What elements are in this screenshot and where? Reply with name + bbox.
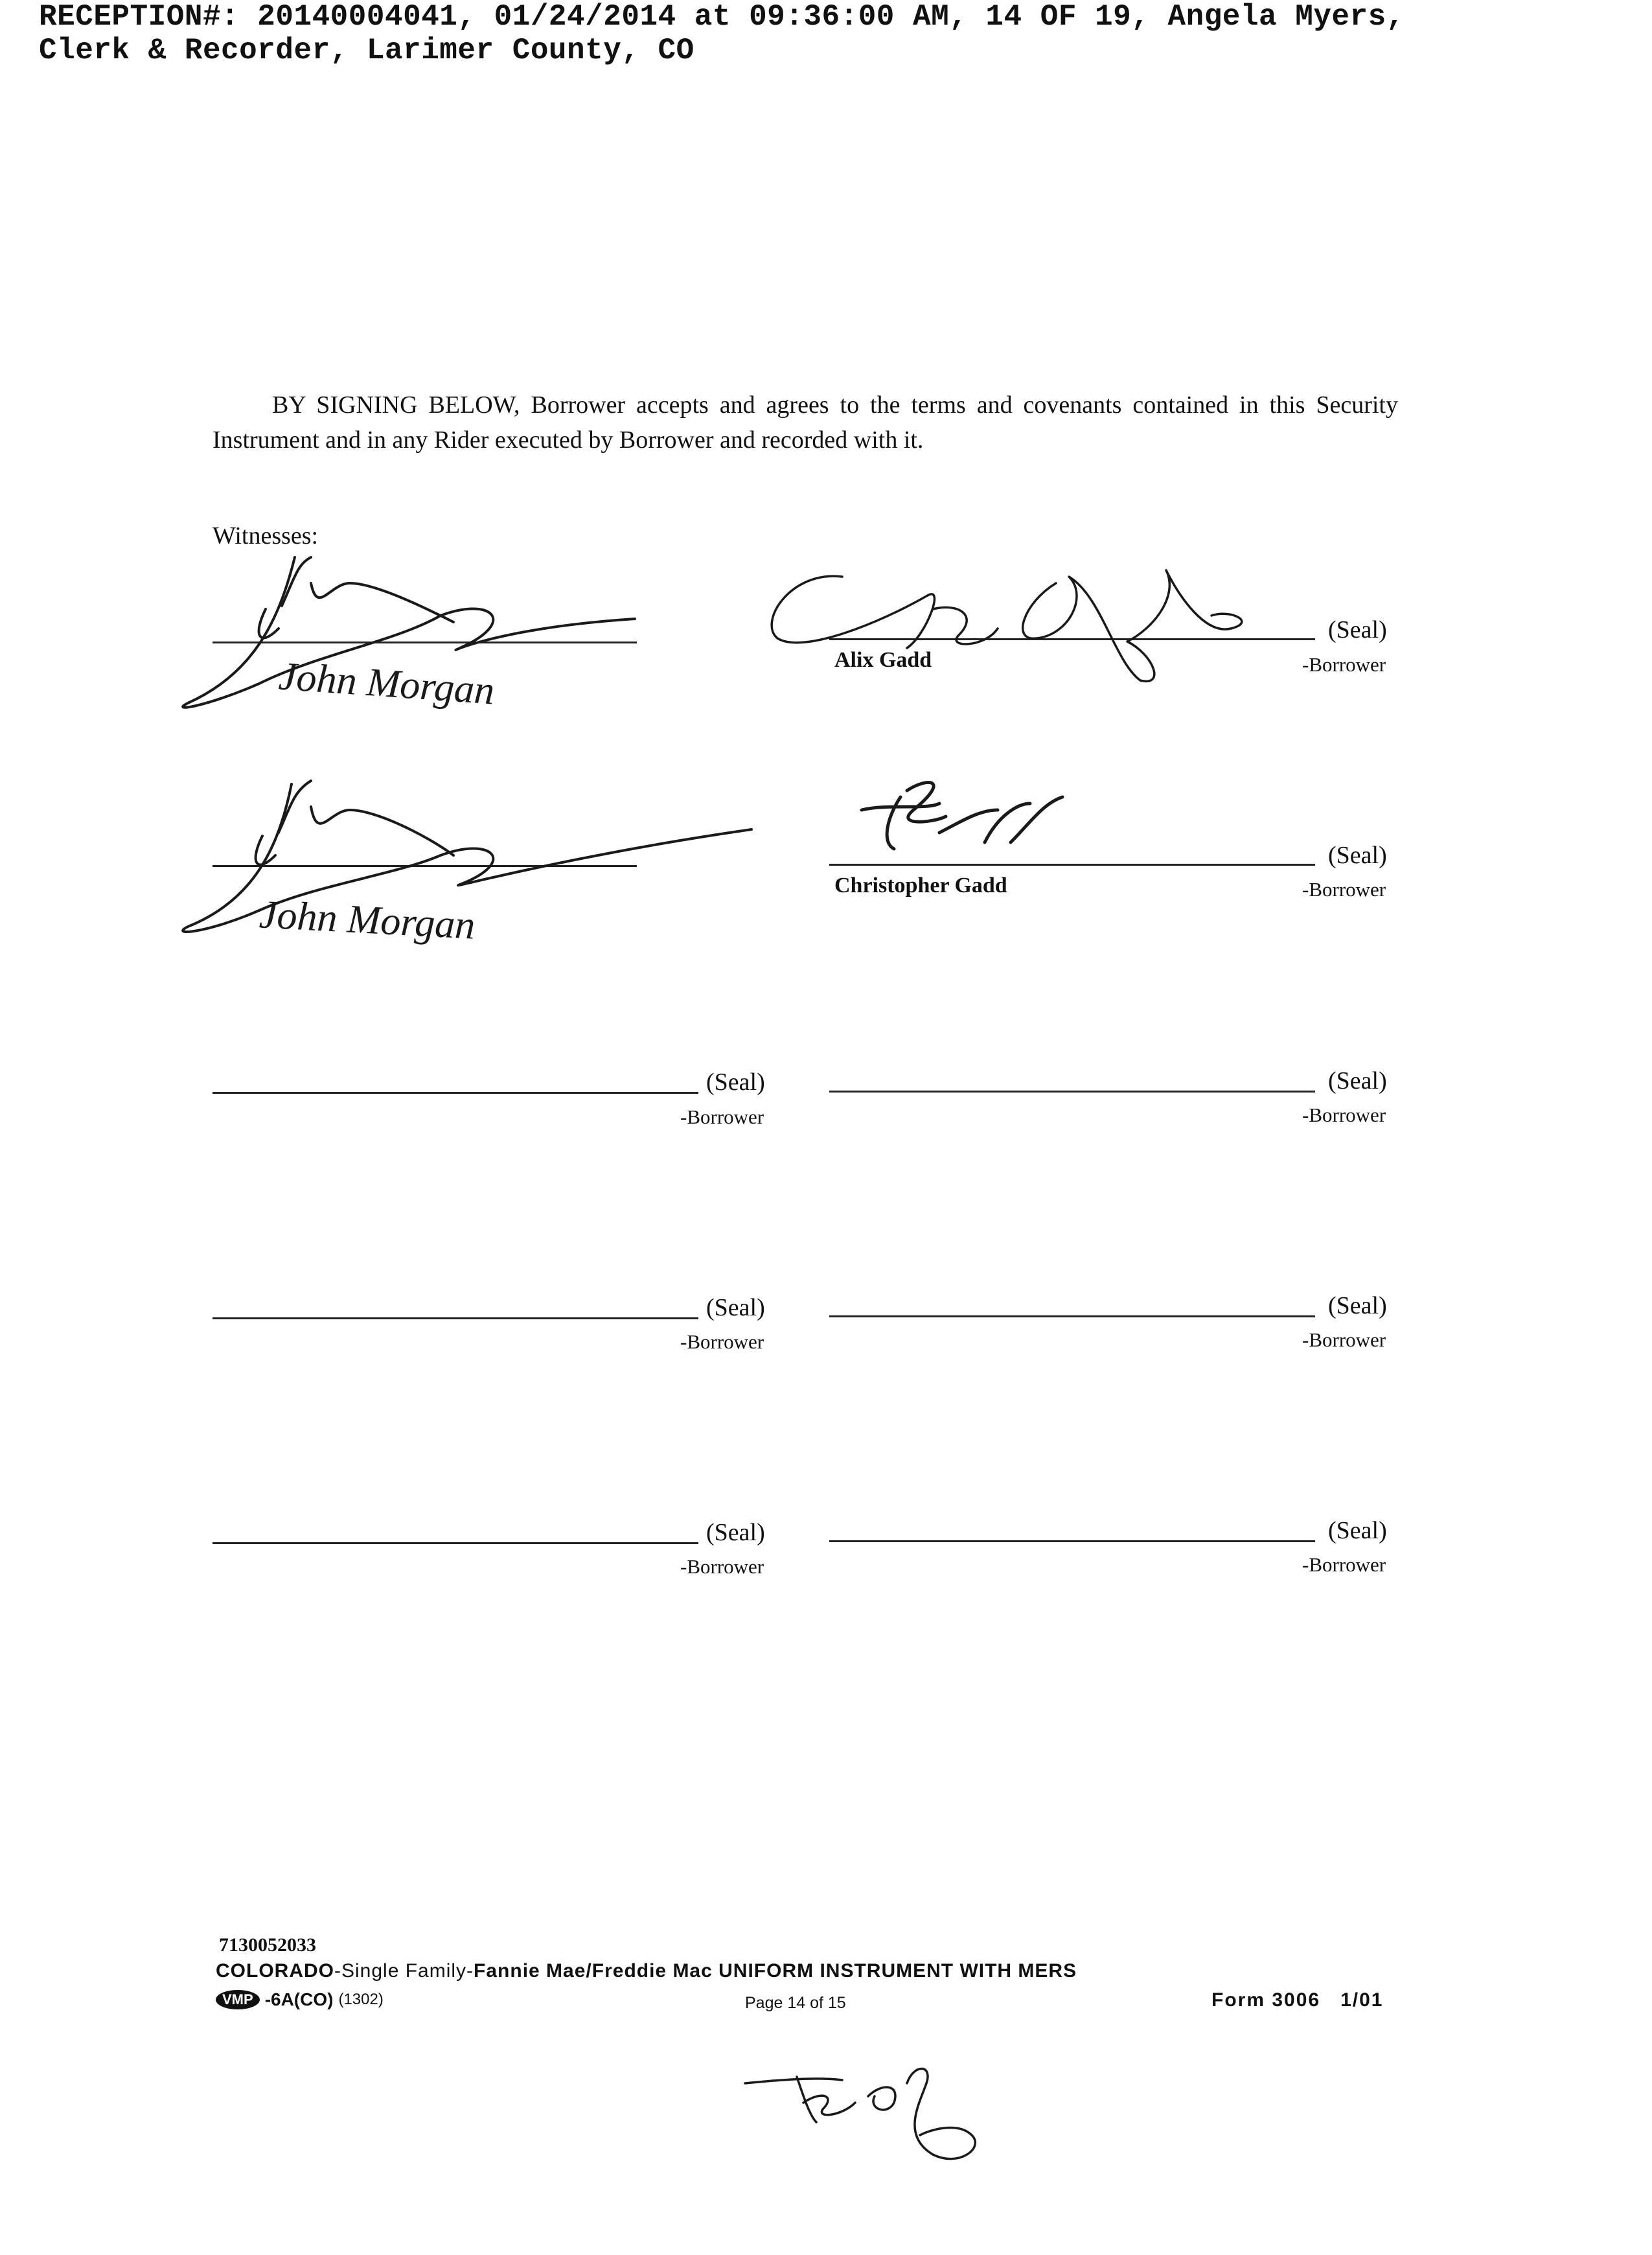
borrower-signature-line — [212, 1542, 698, 1544]
borrower-signature-line — [212, 1317, 698, 1319]
borrower-label: -Borrower — [1302, 1328, 1386, 1351]
borrower-initials — [739, 2057, 1011, 2174]
borrower-signature-line — [829, 1091, 1315, 1093]
witness-handwritten-name-1: John Morgan — [277, 654, 496, 713]
form-title-bold: Fannie Mae/Freddie Mac UNIFORM INSTRUMENT WITH MERS — [474, 1960, 1077, 1982]
borrower-name-christopher-gadd: Christopher Gadd — [834, 873, 1007, 897]
borrower-signature-line — [829, 1540, 1315, 1542]
seal-label: (Seal) — [1328, 616, 1387, 643]
form-code-version: (1302) — [338, 1991, 384, 2008]
seal-label: (Seal) — [1328, 1067, 1387, 1094]
seal-label: (Seal) — [1328, 1292, 1387, 1319]
witness-handwritten-name-2: John Morgan — [258, 892, 477, 948]
borrower-label: -Borrower — [680, 1105, 764, 1128]
witness-signature-1 — [181, 544, 648, 752]
borrower-signature-line — [829, 1315, 1315, 1317]
borrower-label: -Borrower — [1302, 653, 1386, 676]
form-code — [216, 1989, 384, 2010]
page-number: Page 14 of 15 — [745, 1994, 846, 2012]
form-title-state: COLORADO — [216, 1960, 334, 1982]
seal-label: (Seal) — [1328, 842, 1387, 869]
recording-header — [39, 0, 1405, 67]
seal-label: (Seal) — [706, 1294, 765, 1321]
borrower-name-alix-gadd: Alix Gadd — [834, 648, 932, 672]
witnesses-label: Witnesses: — [212, 522, 319, 549]
seal-label: (Seal) — [1328, 1517, 1387, 1544]
borrower-signature-line — [212, 1092, 698, 1094]
borrower-label: -Borrower — [680, 1330, 764, 1353]
form-title-mid: -Single Family- — [334, 1960, 474, 1982]
form-code-label: -6A(CO) — [264, 1989, 334, 2009]
vmp-logo: VMP — [216, 1990, 260, 2009]
borrower-label: -Borrower — [1302, 1553, 1386, 1576]
seal-label: (Seal) — [706, 1519, 765, 1546]
intro-paragraph: BY SIGNING BELOW, Borrower accepts and agrees to the terms and covenants contained in this Security Instrument and in any Rider executed by Borrower and recorded with it. — [212, 391, 1398, 454]
form-title — [216, 1960, 1077, 1982]
seal-label: (Seal) — [706, 1069, 765, 1096]
borrower-label: -Borrower — [680, 1555, 764, 1578]
borrower-signature-alix-gadd — [764, 557, 1257, 713]
recording-header-line2: Clerk & Recorder, Larimer County, CO — [39, 34, 694, 67]
borrower-label: -Borrower — [1302, 1104, 1386, 1126]
recording-header-line1: RECEPTION#: 20140004041, 01/24/2014 at 09:36:00 AM, 14 OF 19, Angela Myers, — [39, 0, 1405, 34]
loan-number: 7130052033 — [219, 1934, 316, 1956]
borrower-signature-christopher-gadd — [849, 771, 1082, 881]
form-number: Form 3006 1/01 — [1211, 1989, 1384, 2011]
borrower-label: -Borrower — [1302, 878, 1386, 901]
